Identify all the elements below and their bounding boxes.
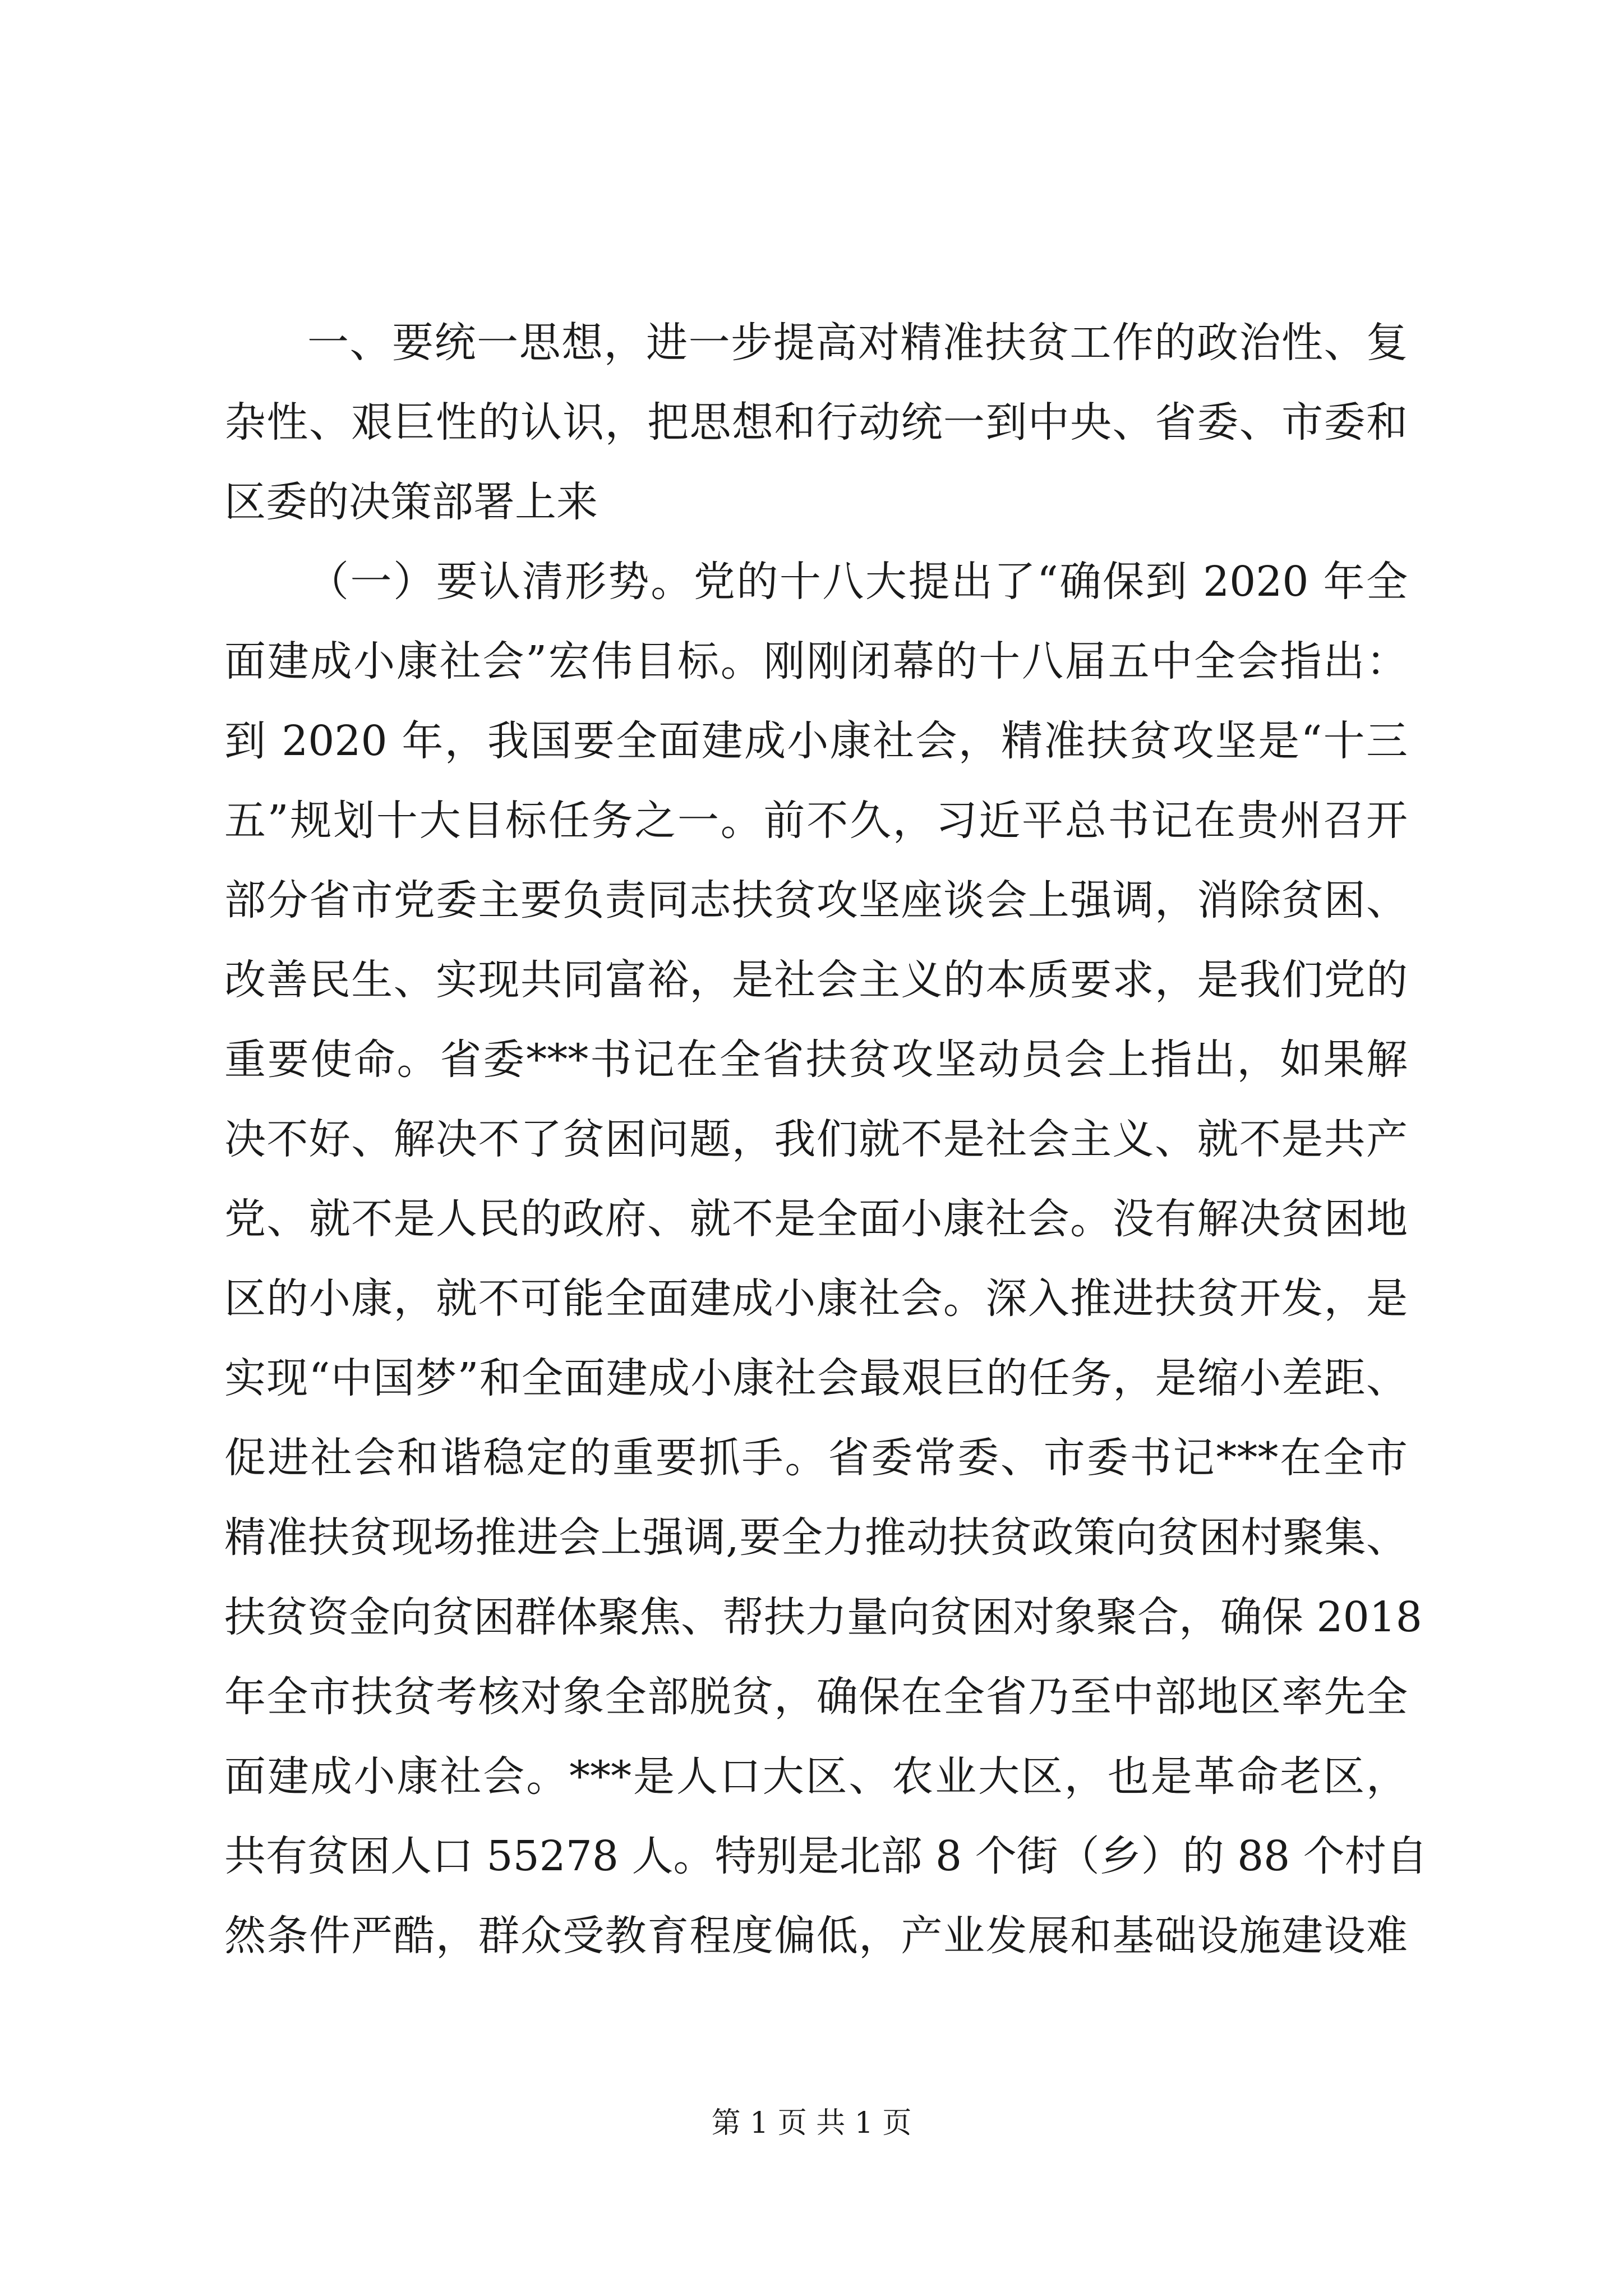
heading-line: 一、要统一思想，进一步提高对精准扶贫工作的政治性、复 bbox=[307, 319, 1408, 367]
page-footer: 第 1 页 共 1 页 bbox=[711, 2106, 912, 2140]
document-body bbox=[224, 303, 1428, 1976]
paragraph-line: 部分省市党委主要负责同志扶贫攻坚座谈会上强调，消除贫困、 bbox=[224, 876, 1408, 924]
paragraph-line: 重要使命。省委***书记在全省扶贫攻坚动员会上指出，如果解 bbox=[224, 1036, 1408, 1084]
paragraph-line: 党、就不是人民的政府、就不是全面小康社会。没有解决贫困地 bbox=[224, 1195, 1408, 1243]
paragraph-line: 到 2020 年，我国要全面建成小康社会，精准扶贫攻坚是“十三 bbox=[224, 717, 1408, 765]
paragraph-line: 共有贫困人口 55278 人。特别是北部 8 个街（乡）的 88 个村自 bbox=[224, 1832, 1428, 1880]
paragraph-line: 面建成小康社会”宏伟目标。刚刚闭幕的十八届五中全会指出： bbox=[224, 637, 1408, 685]
paragraph-line: 面建成小康社会。***是人口大区、农业大区，也是革命老区， bbox=[224, 1752, 1408, 1801]
paragraph-line: 然条件严酷，群众受教育程度偏低，产业发展和基础设施建设难 bbox=[224, 1912, 1408, 1960]
paragraph-line: 五”规划十大目标任务之一。前不久，习近平总书记在贵州召开 bbox=[224, 797, 1408, 845]
paragraph-line: 促进社会和谐稳定的重要抓手。省委常委、市委书记***在全市 bbox=[224, 1434, 1408, 1482]
paragraph-line: 区的小康，就不可能全面建成小康社会。深入推进扶贫开发，是 bbox=[224, 1274, 1408, 1323]
paragraph-line: （一）要认清形势。党的十八大提出了“确保到 2020 年全 bbox=[307, 558, 1408, 606]
heading-line: 杂性、艰巨性的认识，把思想和行动统一到中央、省委、市委和 bbox=[224, 398, 1408, 447]
paragraph-line: 实现“中国梦”和全面建成小康社会最艰巨的任务，是缩小差距、 bbox=[224, 1354, 1408, 1402]
paragraph-line: 决不好、解决不了贫困问题，我们就不是社会主义、就不是共产 bbox=[224, 1115, 1408, 1163]
paragraph-line: 精准扶贫现场推进会上强调,要全力推动扶贫政策向贫困村聚集、 bbox=[224, 1513, 1408, 1562]
heading-line: 区委的决策部署上来 bbox=[224, 478, 598, 526]
paragraph-line: 年全市扶贫考核对象全部脱贫，确保在全省乃至中部地区率先全 bbox=[224, 1673, 1408, 1721]
paragraph-line: 扶贫资金向贫困群体聚焦、帮扶力量向贫困对象聚合，确保 2018 bbox=[224, 1593, 1422, 1641]
paragraph-line: 改善民生、实现共同富裕，是社会主义的本质要求，是我们党的 bbox=[224, 956, 1408, 1004]
